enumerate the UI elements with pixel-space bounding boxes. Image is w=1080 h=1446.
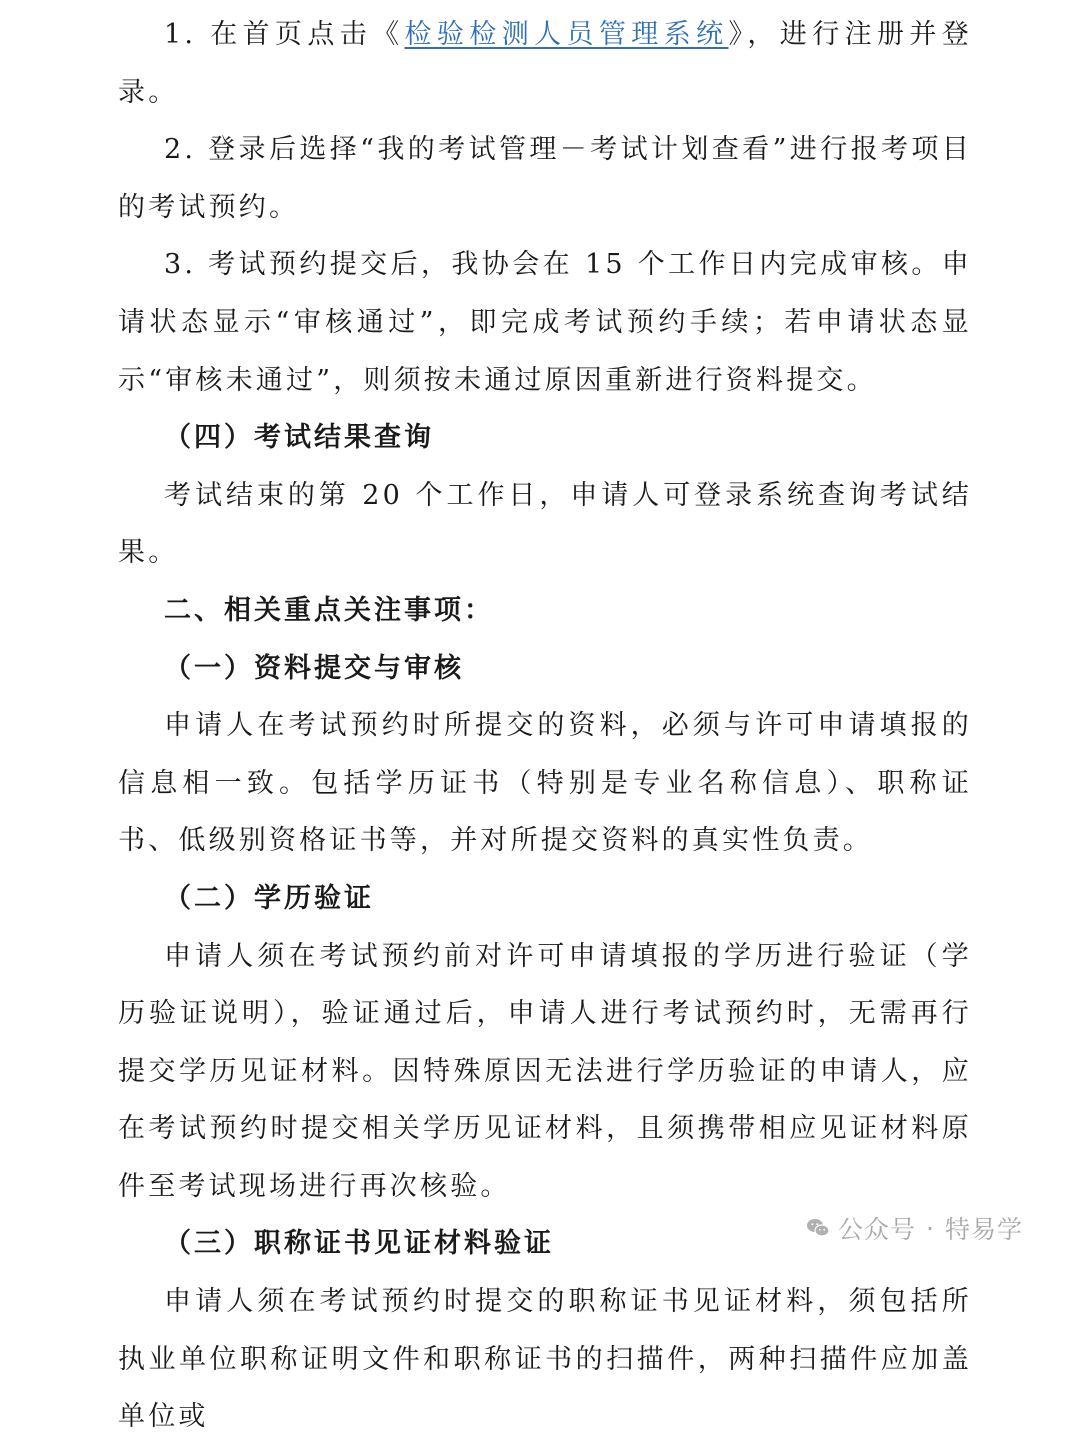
heading-section-2: 二、相关重点关注事项： [164, 594, 494, 626]
paragraph-title-certificate-verification: 申请人须在考试预约时提交的职称证书见证材料，须包括所执业单位职称证明文件和职称证书的扫描件，两种扫描件应加盖单位或 [118, 1286, 972, 1433]
paragraph-step-1 [118, 6, 972, 121]
heading-education-verification: （二）学历验证 [164, 882, 374, 914]
watermark [806, 1208, 1023, 1248]
step-1-text-before: 1. 在首页点击《 [164, 19, 405, 50]
heading-materials-review: （一）资料提交与审核 [164, 652, 464, 684]
watermark-label: 公众号 [838, 1215, 917, 1244]
watermark-account-name: 特易学 [944, 1215, 1023, 1244]
system-link[interactable]: 检验检测人员管理系统 [404, 19, 729, 50]
paragraph-step-3: 3. 考试预约提交后，我协会在 15 个工作日内完成审核。申请状态显示“审核通过”，即完成考试预约手续；若申请状态显示“审核未通过”，则须按未通过原因重新进行资料提交。 [118, 249, 972, 396]
heading-exam-results: （四）考试结果查询 [164, 422, 434, 454]
step-1-text-after: 》，进行注册并登录。 [118, 19, 972, 108]
paragraph-exam-results: 考试结束的第 20 个工作日，申请人可登录系统查询考试结果。 [118, 479, 972, 569]
watermark-separator: · [926, 1213, 935, 1243]
heading-title-certificate-verification: （三）职称证书见证材料验证 [164, 1228, 554, 1260]
paragraph-step-2: 2. 登录后选择“我的考试管理－考试计划查看”进行报考项目的考试预约。 [118, 134, 972, 223]
wechat-icon [806, 1217, 830, 1239]
paragraph-education-verification: 申请人须在考试预约前对许可申请填报的学历进行验证（学历验证说明），验证通过后，申请人进行考试预约时，无需再行提交学历见证材料。因特殊原因无法进行学历验证的申请人，应在考试预约时提交相关学历见证材料，且须携带相应见证材料原件至考试现场进行再次核验。 [118, 940, 972, 1202]
paragraph-materials-review: 申请人在考试预约时所提交的资料，必须与许可申请填报的信息相一致。包括学历证书（特别是专业名称信息）、职称证书、低级别资格证书等，并对所提交资料的真实性负责。 [118, 710, 972, 857]
